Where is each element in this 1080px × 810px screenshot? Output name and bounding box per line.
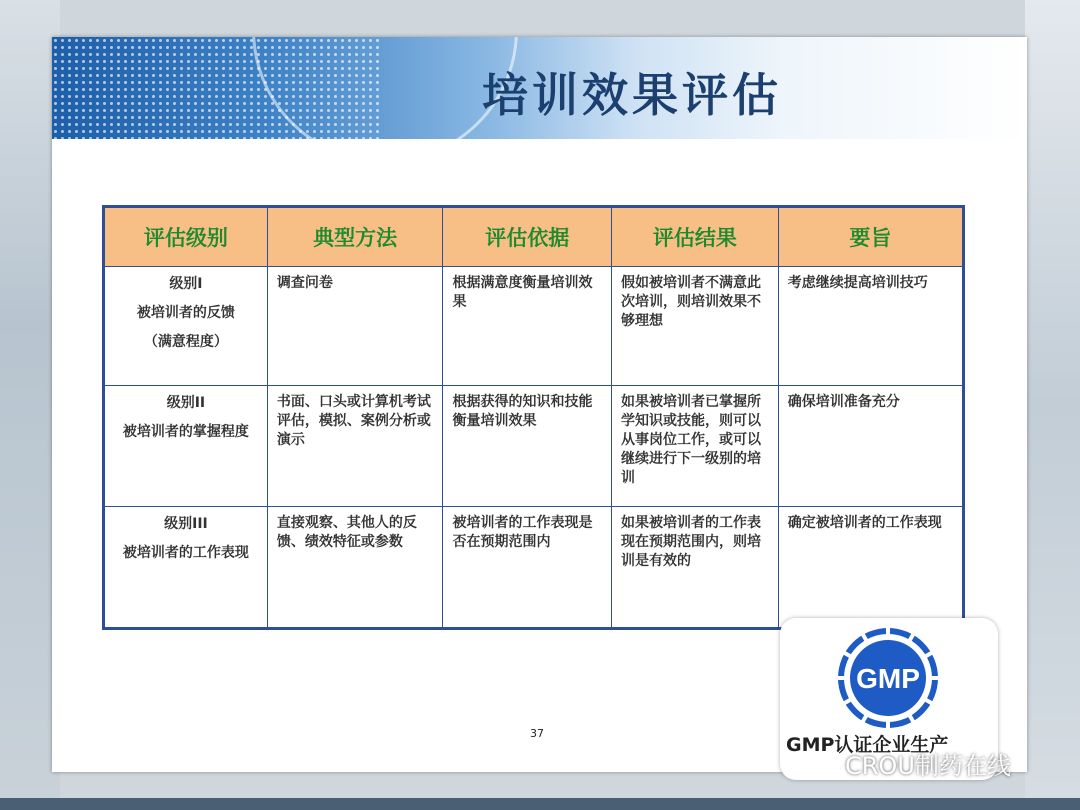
result-cell: 如果被培训者已掌握所学知识或技能，则可以从事岗位工作，或可以继续进行下一级别的培训 (611, 386, 778, 507)
watermark (815, 746, 1011, 781)
result-cell: 如果被培训者的工作表现在预期范围内，则培训是有效的 (611, 507, 778, 629)
header-cell-point: 要旨 (778, 207, 963, 267)
method-cell: 书面、口头或计算机考试评估，模拟、案例分析或演示 (267, 386, 443, 507)
background-bottom-bar (0, 798, 1080, 810)
page-number: 37 (530, 727, 544, 740)
level-description: 被培训者的反馈 (136, 305, 235, 321)
level-label: 级别II (166, 395, 206, 411)
background-left (0, 0, 60, 810)
evaluation-table (102, 205, 965, 630)
gmp-seal-icon (818, 624, 958, 732)
gmp-logo-text: GMP (856, 663, 920, 694)
background-right (1025, 0, 1080, 810)
header-cell-method: 典型方法 (267, 207, 443, 267)
method-cell: 直接观察、其他人的反馈、绩效特征或参数 (267, 507, 443, 629)
table-header-row (104, 207, 964, 267)
result-cell: 假如被培训者不满意此次培训，则培训效果不够理想 (611, 267, 778, 386)
table-row (104, 507, 964, 629)
basis-cell: 被培训者的工作表现是否在预期范围内 (443, 507, 612, 629)
watermark-text: CROU制药在线 (845, 752, 1011, 780)
level-cell (104, 267, 268, 386)
header-cell-basis: 评估依据 (443, 207, 612, 267)
level-cell (104, 507, 268, 629)
table-row (104, 386, 964, 507)
level-label: 级别III (164, 516, 208, 532)
header-cell-result: 评估结果 (611, 207, 778, 267)
level-label: 级别I (169, 276, 203, 292)
globe-arc-graphic (252, 37, 518, 139)
level-description: 被培训者的掌握程度 (122, 424, 249, 440)
level-cell (104, 386, 268, 507)
level-note: （满意程度） (143, 334, 228, 350)
gmp-logo-caption: GMP认证企业生产 (786, 734, 949, 756)
method-cell: 调查问卷 (267, 267, 443, 386)
chat-bubble-icon (815, 753, 841, 775)
table-row (104, 267, 964, 386)
header-cell-level: 评估级别 (104, 207, 268, 267)
point-cell: 确保培训准备充分 (778, 386, 963, 507)
level-description: 被培训者的工作表现 (122, 545, 249, 561)
basis-cell: 根据满意度衡量培训效果 (443, 267, 612, 386)
slide-title: 培训效果评估 (482, 68, 782, 122)
point-cell: 考虑继续提高培训技巧 (778, 267, 963, 386)
point-cell: 确定被培训者的工作表现 (778, 507, 963, 629)
basis-cell: 根据获得的知识和技能衡量培训效果 (443, 386, 612, 507)
